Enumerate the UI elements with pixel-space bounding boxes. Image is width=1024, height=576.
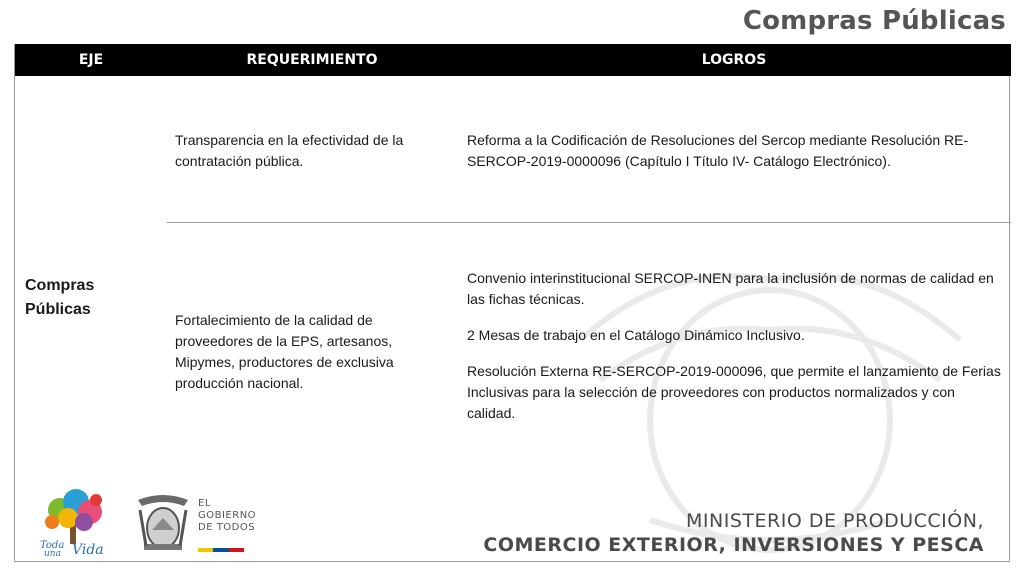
ministerio-line-2: COMERCIO EXTERIOR, INVERSIONES Y PESCA [483,534,984,556]
logro-item: Resolución Externa RE-SERCOP-2019-000096, que permite el lanzamiento de Ferias Inclusivas para la selección de proveedores con productos normalizados y con calidad. [467,363,1001,421]
ministerio-line-1: MINISTERIO DE PRODUCCIÓN, [686,510,984,532]
column-header-eje: EJE [78,52,104,68]
row-1-requerimiento: Transparencia en la efectividad de la contratación pública. [175,132,404,169]
toda-una-vida-logo-icon [36,486,112,556]
logro-item: Reforma a la Codificación de Resoluciones del Sercop mediante Resolución RE-SERCOP-2019-0000096 (Capítulo I Título IV- Catálogo Electrónico). [467,132,969,169]
row-1-logros [467,130,1007,187]
logro-item: Convenio interinstitucional SERCOP-INEN para la inclusión de normas de calidad en las fichas técnicas. [467,270,994,307]
eje-cell: Compras Públicas [25,277,95,318]
achievements-table [14,44,1010,562]
column-header-logros: LOGROS [701,52,767,68]
flag-stripe-icon [198,548,244,552]
logro-item: 2 Mesas de trabajo en el Catálogo Dinámico Inclusivo. [467,327,805,343]
gobierno-line: EL [198,498,211,509]
row-2-requerimiento: Fortalecimiento de la calidad de proveedores de la EPS, artesanos, Mipymes, productores de exclusiva producción nacional. [175,312,394,391]
table-header [15,44,1011,76]
svg-text:una: una [44,549,61,556]
ecuador-coat-of-arms-icon [134,490,192,556]
gobierno-de-todos-logo [198,498,278,534]
ministerio-logo-text [483,510,984,556]
svg-text:Vida: Vida [72,542,104,556]
gobierno-line: DE TODOS [198,522,256,533]
gobierno-line: GOBIERNO [198,510,257,521]
row-divider [167,222,1011,223]
row-2-logros [467,268,1007,439]
page-title: Compras Públicas [742,6,1006,36]
column-header-requerimiento: REQUERIMIENTO [246,52,378,68]
svg-text:Toda: Toda [40,540,65,551]
